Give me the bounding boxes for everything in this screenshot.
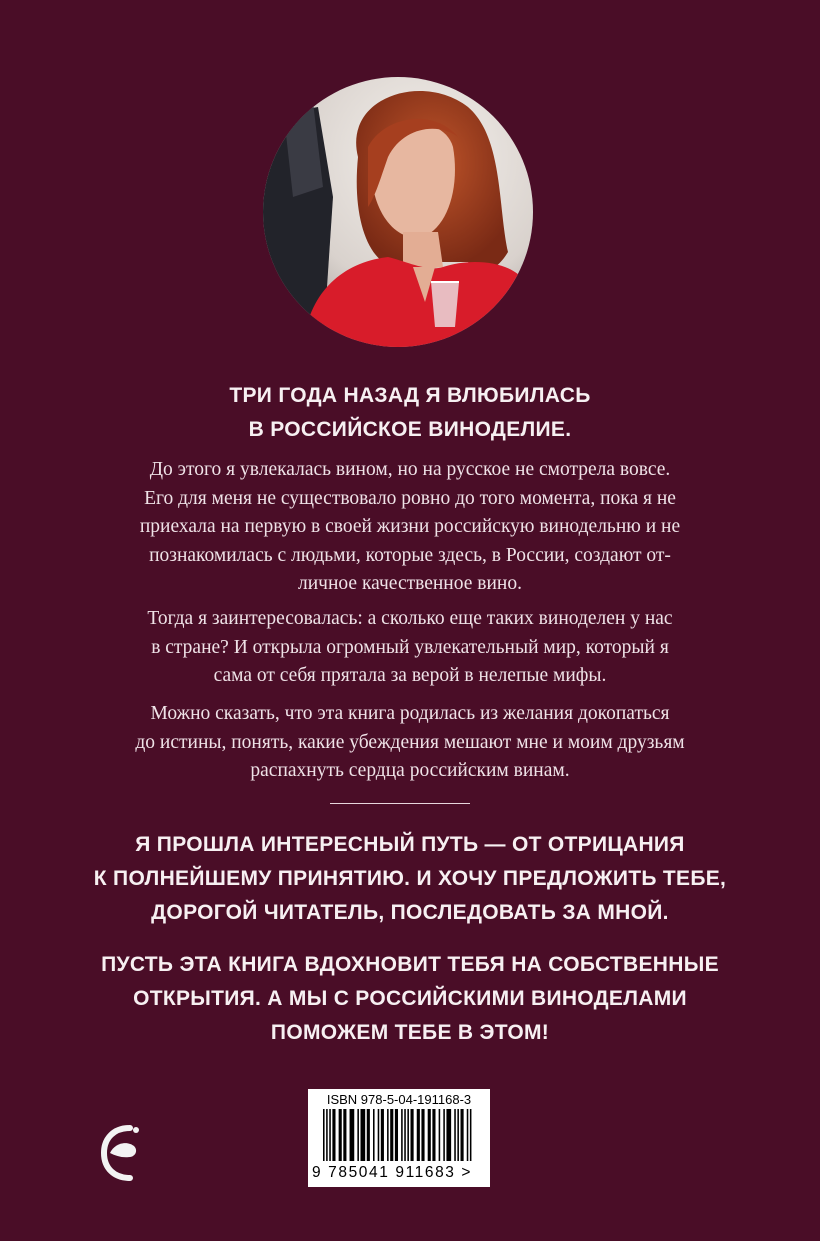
headline-line: ПУСТЬ ЭТА КНИГА ВДОХНОВИТ ТЕБЯ НА СОБСТВЕННЫЕ bbox=[101, 953, 719, 976]
eksmo-logo-icon bbox=[100, 1122, 142, 1184]
barcode-bar bbox=[457, 1109, 459, 1161]
isbn-barcode-block bbox=[308, 1089, 490, 1187]
barcode-bar bbox=[401, 1109, 403, 1161]
barcode-bar bbox=[439, 1109, 441, 1161]
barcode-bar bbox=[407, 1109, 409, 1161]
barcode bbox=[321, 1109, 477, 1163]
isbn-label: ISBN 978-5-04-191168-3 bbox=[326, 1092, 472, 1107]
headline-journey bbox=[60, 828, 760, 930]
headline-line: Я ПРОШЛА ИНТЕРЕСНЫЙ ПУТЬ — ОТ ОТРИЦАНИЯ bbox=[135, 833, 685, 856]
barcode-bar bbox=[387, 1109, 389, 1161]
barcode-bar bbox=[339, 1109, 342, 1161]
barcode-bar bbox=[467, 1109, 469, 1161]
barcode-bar bbox=[432, 1109, 435, 1161]
barcode-bar bbox=[332, 1109, 335, 1161]
barcode-bar bbox=[367, 1109, 370, 1161]
barcode-bar bbox=[454, 1109, 456, 1161]
barcode-bar bbox=[361, 1109, 366, 1161]
barcode-bar bbox=[381, 1109, 384, 1161]
paragraph-line: личное качественное вино. bbox=[298, 573, 522, 594]
headline-line: ОТКРЫТИЯ. А МЫ С РОССИЙСКИМИ ВИНОДЕЛАМИ bbox=[133, 987, 687, 1010]
headline-inspire bbox=[60, 948, 760, 1050]
paragraph-line: сама от себя прятала за верой в нелепые мифы. bbox=[213, 665, 607, 686]
headline-line: ПОМОЖЕМ ТЕБЕ В ЭТОМ! bbox=[270, 1021, 550, 1044]
barcode-bar bbox=[378, 1109, 380, 1161]
barcode-bar bbox=[461, 1109, 464, 1161]
headline-line: В РОССИЙСКОЕ ВИНОДЕЛИЕ. bbox=[248, 418, 572, 441]
paragraph-1 bbox=[96, 456, 724, 599]
paragraph-line: До этого я увлекалась вином, но на русское не смотрела вовсе. bbox=[149, 459, 671, 480]
barcode-bar bbox=[329, 1109, 331, 1161]
barcode-bar bbox=[411, 1109, 414, 1161]
barcode-bar bbox=[395, 1109, 398, 1161]
barcode-bar bbox=[417, 1109, 420, 1161]
paragraph-line: Тогда я заинтересовалась: а сколько еще таких виноделен у нас bbox=[147, 608, 673, 629]
divider-line bbox=[330, 803, 470, 804]
paragraph-line: приехала на первую в своей жизни российскую винодельню и не bbox=[139, 516, 681, 537]
paragraph-line: познакомилась с людьми, которые здесь, в России, создают от- bbox=[149, 544, 671, 566]
author-portrait-icon bbox=[263, 77, 533, 347]
paragraph-line: распахнуть сердца российским винам. bbox=[250, 760, 570, 781]
barcode-bar bbox=[373, 1109, 375, 1161]
isbn-digits: 9 785041 911683 > bbox=[312, 1164, 473, 1181]
headline-intro bbox=[60, 379, 760, 447]
barcode-bar bbox=[390, 1109, 393, 1161]
paragraph-2 bbox=[96, 605, 724, 691]
author-portrait bbox=[263, 77, 533, 347]
barcode-bar bbox=[446, 1109, 451, 1161]
barcode-bar bbox=[421, 1109, 424, 1161]
barcode-bar bbox=[350, 1109, 355, 1161]
barcode-bar bbox=[357, 1109, 359, 1161]
headline-line: ТРИ ГОДА НАЗАД Я ВЛЮБИЛАСЬ bbox=[229, 384, 591, 407]
paragraph-line: Можно сказать, что эта книга родилась из желания докопаться bbox=[150, 703, 670, 724]
barcode-bar bbox=[326, 1109, 328, 1161]
barcode-bar bbox=[404, 1109, 406, 1161]
barcode-bar bbox=[323, 1109, 325, 1161]
barcode-bar bbox=[443, 1109, 445, 1161]
paragraph-line: до истины, понять, какие убеждения мешают мне и моим друзьям bbox=[135, 731, 685, 753]
barcode-bar bbox=[343, 1109, 346, 1161]
barcode-bar bbox=[470, 1109, 472, 1161]
paragraph-3 bbox=[96, 700, 724, 786]
paragraph-line: в стране? И открыла огромный увлекательный мир, который я bbox=[151, 636, 669, 658]
headline-line: ДОРОГОЙ ЧИТАТЕЛЬ, ПОСЛЕДОВАТЬ ЗА МНОЙ. bbox=[151, 901, 669, 924]
paragraph-line: Его для меня не существовало ровно до того момента, пока я не bbox=[144, 487, 676, 509]
barcode-bar bbox=[428, 1109, 431, 1161]
headline-line: К ПОЛНЕЙШЕМУ ПРИНЯТИЮ. И ХОЧУ ПРЕДЛОЖИТЬ ТЕБЕ, bbox=[93, 867, 727, 890]
